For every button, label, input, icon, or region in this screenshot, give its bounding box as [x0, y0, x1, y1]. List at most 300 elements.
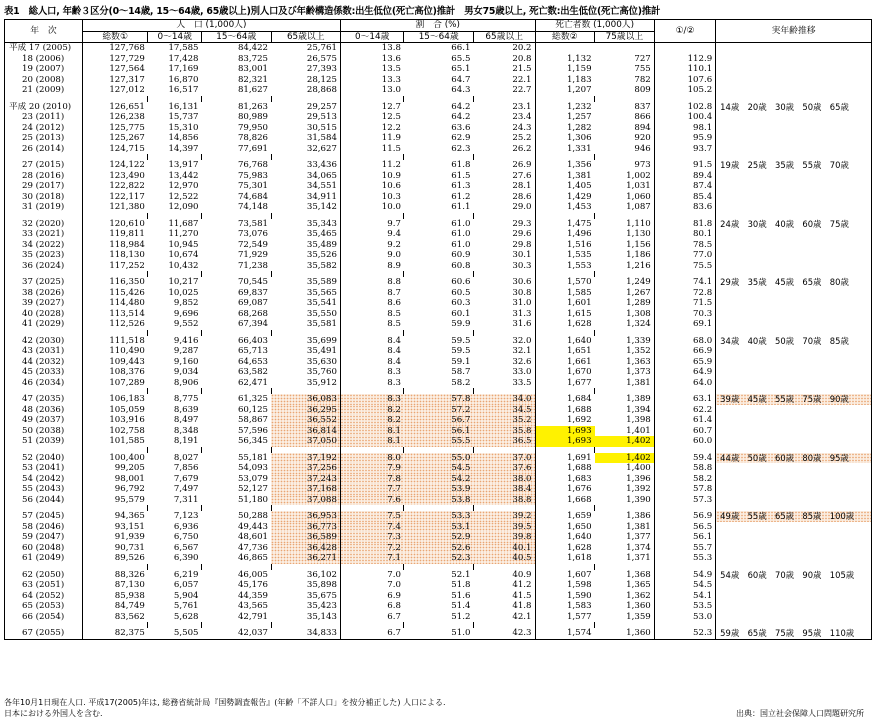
share-65-plus-cell: 33.5 [473, 378, 535, 389]
table-row [5, 346, 872, 357]
ratio-cell: 70.3 [654, 309, 715, 320]
actual-age-cell [716, 64, 872, 75]
age-15-64-cell: 50,288 [237, 511, 269, 521]
ratio-cell: 110.1 [654, 64, 715, 75]
year-cell: 46 (2034) [5, 378, 83, 389]
age-15-64-cell: 81,263 [237, 101, 269, 112]
year-cell: 35 (2023) [5, 250, 83, 261]
deaths-75-plus-cell: 1,389 [595, 394, 655, 405]
table-row [5, 319, 872, 330]
total-cell: 103,916 [109, 415, 145, 425]
share-65-plus-cell: 35.8 [473, 426, 535, 437]
share-65-plus-cell: 41.5 [473, 591, 535, 602]
share-0-14-cell: 8.3 [387, 377, 401, 388]
age-0-14-cell: 7,497 [173, 484, 199, 494]
deaths-75-plus-cell: 1,002 [595, 171, 655, 182]
age-65-plus-cell: 36,271 [271, 553, 340, 564]
actual-age-cell [716, 298, 872, 309]
share-65-plus-cell: 40.1 [473, 543, 535, 554]
share-0-14-cell: 8.6 [387, 298, 401, 308]
actual-age-cell [716, 378, 872, 389]
ratio-cell: 53.5 [654, 601, 715, 612]
share-65-plus-cell: 31.0 [473, 298, 535, 309]
age-0-14-cell: 7,679 [173, 473, 199, 484]
share-group-header: 割 合 (%) [340, 20, 535, 32]
share-15-64-cell: 56.7 [404, 415, 473, 426]
age-65-plus-cell: 35,565 [271, 288, 340, 299]
deaths-75-plus-header: 75歳以上 [595, 31, 655, 43]
age-65-plus-cell: 35,423 [271, 601, 340, 612]
year-cell: 47 (2035) [5, 394, 83, 405]
deaths-75-plus-cell: 1,381 [595, 378, 655, 389]
actual-age-cell: 59歳 65歳 75歳 95歳 110歳 [716, 628, 872, 639]
share-15-64-cell: 60.3 [451, 298, 471, 308]
share-0-14-cell: 11.9 [381, 133, 401, 143]
actual-age-cell [716, 85, 872, 96]
year-cell: 63 (2051) [5, 580, 83, 591]
deaths-total-cell: 1,570 [566, 277, 592, 287]
share-0-14-cell: 11.5 [381, 143, 401, 154]
deaths-total-cell: 1,659 [566, 511, 592, 521]
table-row [5, 415, 872, 426]
share-0-14-cell: 13.5 [381, 64, 401, 74]
share-0-14-cell: 8.4 [387, 356, 401, 367]
deaths-total-cell: 1,516 [566, 239, 592, 250]
age-65-plus-cell: 34,833 [271, 628, 340, 639]
total-cell: 112,526 [109, 319, 145, 329]
deaths-75-plus-cell: 1,267 [595, 288, 655, 299]
age-15-64-cell: 75,301 [237, 181, 269, 191]
deaths-75-plus-cell: 1,396 [595, 474, 655, 485]
note-line: 日本における外国人を含む. [4, 709, 103, 718]
age-0-14-cell: 5,505 [148, 628, 202, 639]
age-15-64-cell: 73,581 [237, 218, 269, 229]
total-cell: 102,758 [109, 425, 145, 436]
age-65-plus-cell: 36,814 [271, 426, 340, 437]
age-65-plus-cell: 35,630 [271, 357, 340, 368]
population-table [4, 19, 872, 640]
deaths-75-plus-cell: 1,386 [595, 511, 655, 522]
share-0-14-cell: 9.2 [387, 239, 401, 250]
share-15-64-cell: 53.8 [404, 495, 473, 506]
actual-age-cell [716, 601, 872, 612]
table-row [5, 288, 872, 299]
age-15-64-cell: 70,545 [237, 277, 269, 287]
age-0-14-cell: 5,761 [173, 601, 199, 611]
age-0-14-cell: 11,687 [168, 218, 199, 229]
share-65-plus-cell: 22.1 [473, 75, 535, 86]
share-65-plus-cell: 39.8 [473, 532, 535, 543]
age-15-64-cell: 56,345 [237, 436, 269, 446]
year-cell: 53 (2041) [5, 463, 83, 474]
share-65-plus-cell: 40.5 [473, 553, 535, 564]
age-0-14-cell: 10,945 [168, 239, 199, 250]
age-15-64-cell: 46,005 [237, 569, 269, 580]
share-0-14-cell: 8.4 [387, 346, 401, 356]
actual-age-cell [716, 240, 872, 251]
age-65-plus-cell: 29,257 [271, 102, 340, 113]
deaths-total-cell: 1,693 [535, 426, 595, 437]
age-65-plus-cell: 37,168 [271, 484, 340, 495]
share-65-plus-header: 65歳以上 [473, 31, 535, 43]
share-0-14-cell: 7.1 [340, 553, 403, 564]
share-65-plus-cell: 29.3 [473, 219, 535, 230]
age-0-14-cell: 9,034 [173, 367, 199, 377]
deaths-75-plus-cell: 1,360 [595, 601, 655, 612]
age-65-plus-cell: 36,552 [271, 415, 340, 426]
share-65-plus-cell: 32.0 [473, 336, 535, 347]
share-0-14-cell: 11.2 [381, 160, 401, 170]
age-15-64-cell: 77,691 [237, 143, 269, 154]
age-15-64-cell: 58,867 [237, 415, 269, 425]
share-0-14-cell: 9.0 [387, 250, 401, 260]
share-15-64-cell: 64.3 [451, 85, 471, 95]
age-0-14-cell: 6,567 [173, 542, 199, 553]
actual-age-cell [716, 261, 872, 272]
share-0-14-cell: 7.3 [340, 532, 403, 543]
deaths-75-plus-cell: 1,392 [595, 484, 655, 495]
age-0-14-cell: 12,522 [168, 191, 199, 202]
age-0-14-cell: 10,674 [168, 250, 199, 260]
share-0-14-cell: 7.9 [340, 463, 403, 474]
deaths-total-cell: 1,607 [566, 569, 592, 580]
age-65-plus-cell: 35,491 [271, 346, 340, 357]
share-0-14-cell: 8.5 [387, 319, 401, 329]
total-cell: 116,350 [109, 277, 145, 287]
share-15-64-cell: 61.2 [451, 191, 471, 202]
year-cell: 26 (2014) [5, 144, 83, 155]
share-15-64-cell: 54.5 [404, 463, 473, 474]
share-0-14-cell: 6.7 [387, 611, 401, 622]
age-0-14-cell: 8,191 [173, 436, 199, 446]
share-0-14-cell: 6.7 [340, 628, 403, 639]
ratio-cell: 75.5 [654, 261, 715, 272]
total-cell: 106,183 [109, 394, 145, 404]
total-cell: 93,151 [114, 521, 145, 532]
actual-age-cell: 34歳 40歳 50歳 70歳 85歳 [716, 336, 872, 347]
year-header: 年 次 [5, 20, 83, 43]
age-0-14-cell: 6,057 [173, 580, 199, 590]
ratio-cell: 59.4 [654, 453, 715, 464]
year-cell: 54 (2042) [5, 474, 83, 485]
age-65-plus-cell: 37,243 [271, 474, 340, 485]
deaths-total-cell: 1,232 [566, 101, 592, 112]
actual-age-cell [716, 229, 872, 240]
year-cell: 62 (2050) [5, 570, 83, 581]
actual-age-cell: 29歳 35歳 45歳 65歳 80歳 [716, 277, 872, 288]
deaths-75-plus-cell: 1,216 [595, 261, 655, 272]
deaths-total-cell: 1,207 [566, 85, 592, 95]
ratio-cell: 71.5 [654, 298, 715, 309]
share-15-64-cell: 60.8 [451, 260, 471, 271]
actual-age-cell [716, 171, 872, 182]
year-cell: 29 (2017) [5, 181, 83, 192]
age-0-14-cell: 17,428 [168, 53, 199, 64]
table-title: 表1 総人口, 年齢３区分(0～14歳, 15～64歳, 65歳以上)別人口及び年齢構造係数:出生低位(死亡高位)推計 男女75歳以上, 死亡数:出生低位(死亡高位)推計 [4, 6, 661, 17]
share-65-plus-cell: 41.8 [473, 601, 535, 612]
year-cell: 31 (2019) [5, 202, 83, 213]
age-65-plus-cell: 31,584 [271, 133, 340, 144]
year-cell: 52 (2040) [5, 453, 83, 464]
share-15-64-cell: 53.1 [404, 522, 473, 533]
ratio-cell: 105.2 [654, 85, 715, 96]
share-0-14-cell: 8.5 [387, 308, 401, 319]
deaths-total-cell: 1,651 [566, 346, 592, 356]
year-cell: 42 (2030) [5, 336, 83, 347]
table-row [5, 484, 872, 495]
total-cell: 125,775 [109, 122, 145, 133]
deaths-75-plus-cell: 1,381 [595, 522, 655, 533]
deaths-total-cell: 1,574 [535, 628, 595, 639]
deaths-total-cell: 1,132 [566, 53, 592, 64]
age-15-64-cell: 74,148 [237, 202, 269, 212]
share-65-plus-cell: 34.5 [473, 405, 535, 416]
share-15-64-cell: 51.4 [451, 601, 471, 611]
age-65-plus-cell: 37,088 [271, 495, 340, 506]
age-65-plus-cell: 36,102 [271, 570, 340, 581]
table-row [5, 85, 872, 96]
share-65-plus-cell: 22.7 [473, 85, 535, 96]
age-0-14-cell: 6,750 [173, 532, 199, 542]
deaths-75-plus-cell: 837 [595, 102, 655, 113]
actual-age-cell [716, 346, 872, 357]
deaths-75-plus-cell: 1,186 [595, 250, 655, 261]
age-0-14-cell: 9,160 [173, 356, 199, 367]
age-0-14-cell: 13,917 [168, 160, 199, 170]
age-15-64-cell: 52,127 [237, 484, 269, 494]
ratio-cell: 58.8 [654, 463, 715, 474]
total-cell: 119,811 [109, 229, 145, 239]
table-row [5, 543, 872, 554]
total-cell: 115,426 [109, 287, 145, 298]
share-0-14-cell: 7.7 [340, 484, 403, 495]
age-15-64-cell: 46,865 [237, 553, 269, 563]
year-cell: 34 (2022) [5, 240, 83, 251]
year-cell: 39 (2027) [5, 298, 83, 309]
share-0-14-cell: 8.2 [340, 415, 403, 426]
actual-age-cell [716, 202, 872, 213]
deaths-75-plus-cell [595, 43, 655, 54]
actual-age-cell [716, 112, 872, 123]
age-15-64-cell: 83,725 [237, 53, 269, 64]
share-65-plus-cell: 30.3 [473, 261, 535, 272]
age-15-64-cell: 69,087 [237, 298, 269, 308]
ratio-cell: 93.7 [654, 144, 715, 155]
actual-age-cell [716, 123, 872, 134]
actual-age-cell [716, 144, 872, 155]
age-0-14-cell: 9,287 [173, 346, 199, 356]
total-cell: 108,376 [109, 367, 145, 377]
share-0-14-cell: 9.4 [387, 229, 401, 239]
year-cell: 32 (2020) [5, 219, 83, 230]
deaths-total-cell: 1,553 [566, 260, 592, 271]
actual-age-cell [716, 43, 872, 54]
share-0-14-cell: 7.5 [340, 511, 403, 522]
share-0-14-cell: 6.9 [387, 590, 401, 601]
table-row [5, 229, 872, 240]
share-15-64-cell: 58.7 [451, 367, 471, 377]
age-65-plus-cell: 37,192 [271, 453, 340, 464]
share-0-14-cell: 7.4 [340, 522, 403, 533]
deaths-total-cell: 1,676 [566, 484, 592, 494]
age-15-64-cell: 66,403 [237, 335, 269, 346]
deaths-total-cell: 1,183 [566, 74, 592, 85]
share-0-14-cell: 10.6 [381, 181, 401, 191]
table-row [5, 250, 872, 261]
share-0-14-cell: 12.5 [381, 112, 401, 122]
ratio-cell: 58.2 [654, 474, 715, 485]
table-row [5, 277, 872, 288]
share-0-14-cell: 8.1 [340, 436, 403, 447]
ratio-cell: 65.9 [654, 357, 715, 368]
table-row [5, 171, 872, 182]
share-65-plus-cell: 34.0 [473, 394, 535, 405]
year-cell: 56 (2044) [5, 495, 83, 506]
total-cell: 125,267 [109, 133, 145, 143]
total-cell: 82,375 [82, 628, 148, 639]
deaths-75-plus-cell: 1,363 [595, 357, 655, 368]
age-65-plus-cell: 35,760 [271, 367, 340, 378]
age-65-plus-cell: 35,489 [271, 240, 340, 251]
total-header: 総数① [82, 31, 148, 43]
age-15-64-cell: 47,736 [237, 542, 269, 553]
year-cell: 21 (2009) [5, 85, 83, 96]
age-0-14-cell: 8,775 [173, 394, 199, 404]
total-cell: 107,289 [109, 377, 145, 388]
deaths-total-cell: 1,159 [566, 64, 592, 74]
age-15-64-cell: 65,713 [237, 346, 269, 356]
ratio-cell: 60.0 [654, 436, 715, 447]
table-row [5, 495, 872, 506]
deaths-total-header: 総数② [535, 31, 595, 43]
age-65-plus-cell: 35,589 [271, 277, 340, 288]
share-65-plus-cell: 27.6 [473, 171, 535, 182]
population-group-header: 人 口 (1,000人) [82, 20, 340, 32]
age-15-64-cell: 44,359 [237, 590, 269, 601]
year-cell: 36 (2024) [5, 261, 83, 272]
table-row [5, 133, 872, 144]
share-15-64-cell: 61.3 [451, 181, 471, 191]
age-0-14-cell: 8,497 [173, 415, 199, 425]
table-row [5, 112, 872, 123]
deaths-75-plus-cell: 1,371 [595, 553, 655, 564]
year-cell: 33 (2021) [5, 229, 83, 240]
share-65-plus-cell: 39.2 [473, 511, 535, 522]
share-65-plus-cell: 29.8 [473, 240, 535, 251]
share-0-14-cell: 8.9 [387, 260, 401, 271]
year-cell: 41 (2029) [5, 319, 83, 330]
age-15-64-cell: 73,076 [237, 229, 269, 239]
age-0-14-cell: 16,517 [168, 85, 199, 95]
ratio-cell: 57.8 [654, 484, 715, 495]
share-65-plus-cell: 37.0 [473, 453, 535, 464]
ratio-cell: 69.1 [654, 319, 715, 330]
total-cell: 127,768 [109, 43, 145, 53]
share-65-plus-cell: 32.1 [473, 346, 535, 357]
age-65-plus-cell: 32,627 [271, 144, 340, 155]
share-0-14-cell: 6.8 [387, 601, 401, 611]
deaths-total-cell: 1,577 [566, 611, 592, 622]
share-65-plus-cell: 20.8 [473, 54, 535, 65]
deaths-total-cell: 1,615 [566, 308, 592, 319]
age-0-14-cell: 13,442 [168, 170, 199, 181]
deaths-total-cell: 1,628 [566, 319, 592, 329]
table-row [5, 309, 872, 320]
age-65-plus-cell: 35,898 [271, 580, 340, 591]
total-cell: 100,400 [109, 452, 145, 463]
actual-age-cell [716, 532, 872, 543]
age-65-plus-cell: 35,541 [271, 298, 340, 309]
age-65-plus-cell: 25,761 [271, 43, 340, 54]
ratio-cell: 55.7 [654, 543, 715, 554]
age-0-14-cell: 12,970 [168, 181, 199, 191]
share-15-64-cell: 56.1 [404, 426, 473, 437]
table-body [5, 43, 872, 640]
table-row [5, 43, 872, 54]
deaths-total-cell: 1,535 [566, 250, 592, 260]
age-0-14-cell: 6,936 [173, 521, 199, 532]
age-0-14-cell: 10,025 [168, 287, 199, 298]
share-15-64-cell: 59.5 [451, 346, 471, 356]
share-65-plus-cell: 38.4 [473, 484, 535, 495]
share-65-plus-cell: 37.6 [473, 463, 535, 474]
share-0-14-cell: 7.2 [340, 543, 403, 554]
deaths-total-cell: 1,668 [566, 494, 592, 505]
table-row [5, 601, 872, 612]
age-15-64-cell: 45,176 [237, 580, 269, 590]
share-65-plus-cell: 24.3 [473, 123, 535, 134]
year-cell: 65 (2053) [5, 601, 83, 612]
age-65-plus-cell: 35,675 [271, 591, 340, 602]
actual-age-cell [716, 250, 872, 261]
share-0-14-cell: 8.7 [387, 287, 401, 298]
deaths-75-plus-cell: 809 [595, 85, 655, 96]
age-0-14-cell: 17,169 [168, 64, 199, 74]
deaths-75-plus-cell: 1,365 [595, 580, 655, 591]
share-15-64-cell: 65.1 [451, 64, 471, 74]
age-0-14-cell: 9,696 [173, 308, 199, 319]
actual-age-cell [716, 288, 872, 299]
table-row [5, 474, 872, 485]
age-0-14-cell: 8,639 [173, 404, 199, 415]
table-row [5, 240, 872, 251]
share-0-14-cell: 8.3 [340, 394, 403, 405]
age-65-plus-cell: 30,515 [271, 123, 340, 134]
share-65-plus-cell: 31.3 [473, 309, 535, 320]
deaths-75-plus-cell: 1,362 [595, 591, 655, 602]
deaths-75-plus-cell: 866 [595, 112, 655, 123]
age-15-64-cell: 42,037 [202, 628, 271, 639]
deaths-total-cell: 1,618 [566, 553, 592, 563]
share-15-64-cell: 61.0 [451, 229, 471, 239]
age-0-14-cell: 9,416 [173, 335, 199, 346]
age-65-plus-cell: 35,582 [271, 261, 340, 272]
actual-age-header: 実年齢推移 [716, 20, 872, 43]
deaths-total-cell: 1,453 [566, 202, 592, 212]
ratio-cell: 56.9 [654, 511, 715, 522]
share-65-plus-cell: 38.8 [473, 495, 535, 506]
age-65-plus-cell: 34,551 [271, 181, 340, 192]
total-cell: 126,238 [109, 112, 145, 122]
share-15-64-cell: 52.9 [404, 532, 473, 543]
deaths-75-plus-cell: 1,110 [595, 219, 655, 230]
actual-age-cell [716, 463, 872, 474]
age-65-plus-cell: 35,142 [271, 202, 340, 213]
deaths-total-cell: 1,683 [566, 473, 592, 484]
share-15-64-cell: 59.5 [451, 335, 471, 346]
total-cell: 126,651 [109, 101, 145, 112]
deaths-total-cell: 1,496 [566, 229, 592, 239]
